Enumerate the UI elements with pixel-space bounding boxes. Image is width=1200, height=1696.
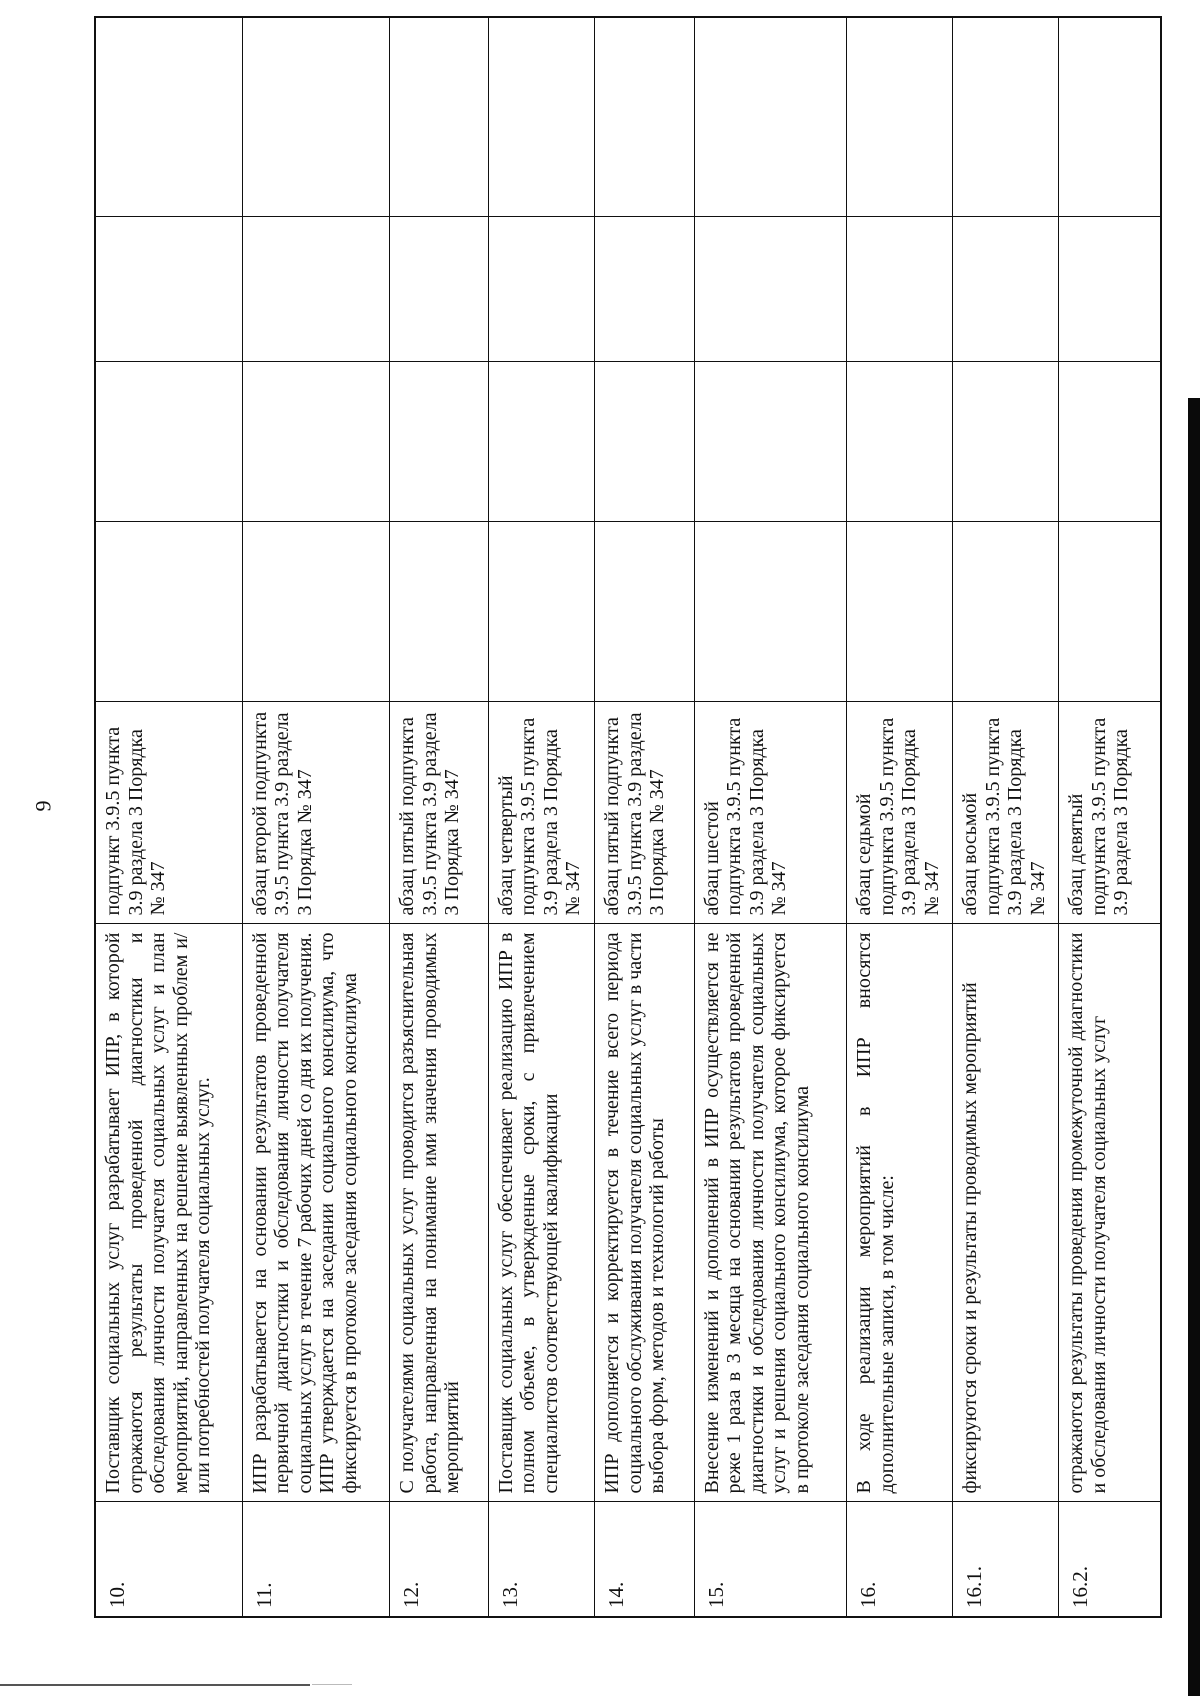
empty-cell (694, 17, 846, 217)
row-number: 12. (390, 1502, 489, 1617)
table-row (242, 17, 389, 1617)
empty-cell (953, 17, 1059, 217)
empty-cell (242, 522, 389, 702)
row-number: 15. (694, 1502, 846, 1617)
table-row (595, 17, 695, 1617)
row-reference: подпункт 3.9.5 пункта 3.9 раздела 3 Порядка № 347 (95, 702, 242, 924)
empty-cell (488, 217, 594, 362)
empty-cell (488, 522, 594, 702)
page-number: 9 (30, 800, 56, 812)
table-row (953, 17, 1059, 1617)
scan-bottom-faint (312, 1684, 352, 1685)
row-description: Поставщик социальных услуг разрабатывает ИПР, в которой отражаются результаты проведенной диагностики и обследования личности получателя социальных услуг и план мероприятий, направленных на решение выявленных проблем и/или потребностей получателя социальных услуг. (95, 924, 242, 1502)
empty-cell (694, 522, 846, 702)
table-row (847, 17, 953, 1617)
scan-edge-shadow (1188, 398, 1200, 1696)
empty-cell (1059, 522, 1161, 702)
empty-cell (390, 17, 489, 217)
row-reference: абзац девятый подпункта 3.9.5 пункта 3.9 раздела 3 Порядка (1059, 702, 1161, 924)
row-description: ИПР дополняется и корректируется в течение всего периода социального обслуживания получателя социальных услуг в части выбора форм, методов и технологий работы (595, 924, 695, 1502)
empty-cell (95, 17, 242, 217)
table-row (390, 17, 489, 1617)
empty-cell (242, 17, 389, 217)
table-row (488, 17, 594, 1617)
row-number: 14. (595, 1502, 695, 1617)
rotated-table-container (94, 18, 1162, 1618)
empty-cell (390, 362, 489, 522)
row-reference: абзац восьмой подпункта 3.9.5 пункта 3.9 раздела 3 Порядка № 347 (953, 702, 1059, 924)
empty-cell (242, 217, 389, 362)
row-reference: абзац второй подпункта 3.9.5 пункта 3.9 раздела 3 Порядка № 347 (242, 702, 389, 924)
empty-cell (1059, 217, 1161, 362)
empty-cell (847, 362, 953, 522)
empty-cell (95, 362, 242, 522)
empty-cell (488, 362, 594, 522)
row-reference: абзац пятый подпункта 3.9.5 пункта 3.9 раздела 3 Порядка № 347 (390, 702, 489, 924)
empty-cell (95, 522, 242, 702)
empty-cell (242, 362, 389, 522)
row-description: С получателями социальных услуг проводится разъяснительная работа, направленная на понимание ими значения проводимых мероприятий (390, 924, 489, 1502)
row-number: 16.2. (1059, 1502, 1161, 1617)
empty-cell (390, 217, 489, 362)
table-row (95, 17, 242, 1617)
row-description: В ходе реализации мероприятий в ИПР вносятся дополнительные записи, в том числе: (847, 924, 953, 1502)
empty-cell (95, 217, 242, 362)
empty-cell (953, 362, 1059, 522)
empty-cell (847, 17, 953, 217)
empty-cell (847, 522, 953, 702)
row-description: ИПР разрабатывается на основании результатов проведенной первичной диагностики и обследования личности получателя социальных услуг в течение 7 рабочих дней со дня их получения. ИПР утверждается на заседании социального консилиума, что фиксируется в протоколе заседания социального консилиума (242, 924, 389, 1502)
empty-cell (847, 217, 953, 362)
empty-cell (953, 217, 1059, 362)
row-number: 11. (242, 1502, 389, 1617)
row-number: 16.1. (953, 1502, 1059, 1617)
table-row (1059, 17, 1161, 1617)
row-reference: абзац пятый подпункта 3.9.5 пункта 3.9 раздела 3 Порядка № 347 (595, 702, 695, 924)
row-description: отражаются результаты проведения промежуточной диагностики и обследования личности получателя социальных услуг (1059, 924, 1161, 1502)
empty-cell (595, 522, 695, 702)
table-row (694, 17, 846, 1617)
empty-cell (595, 17, 695, 217)
empty-cell (694, 217, 846, 362)
empty-cell (953, 522, 1059, 702)
empty-cell (390, 522, 489, 702)
row-description: Поставщик социальных услуг обеспечивает реализацию ИПР в полном объеме, в утвержденные сроки, с привлечением специалистов соответствующей квалификации (488, 924, 594, 1502)
table-body (95, 17, 1161, 1617)
requirements-table (94, 16, 1162, 1618)
row-description: Внесение изменений и дополнений в ИПР осуществляется не реже 1 раза в 3 месяца на основании результатов проведенной диагностики и обследования личности получателя социальных услуг и решения социального консилиума, которое фиксируется в протоколе заседания социального консилиума (694, 924, 846, 1502)
row-reference: абзац шестой подпункта 3.9.5 пункта 3.9 раздела 3 Порядка № 347 (694, 702, 846, 924)
empty-cell (694, 362, 846, 522)
empty-cell (595, 217, 695, 362)
empty-cell (595, 362, 695, 522)
scan-bottom-edge (0, 1684, 310, 1686)
row-reference: абзац седьмой подпункта 3.9.5 пункта 3.9 раздела 3 Порядка № 347 (847, 702, 953, 924)
row-number: 13. (488, 1502, 594, 1617)
empty-cell (488, 17, 594, 217)
empty-cell (1059, 17, 1161, 217)
row-description: фиксируются сроки и результаты проводимых мероприятий (953, 924, 1059, 1502)
empty-cell (1059, 362, 1161, 522)
row-reference: абзац четвертый подпункта 3.9.5 пункта 3.9 раздела 3 Порядка № 347 (488, 702, 594, 924)
row-number: 16. (847, 1502, 953, 1617)
row-number: 10. (95, 1502, 242, 1617)
